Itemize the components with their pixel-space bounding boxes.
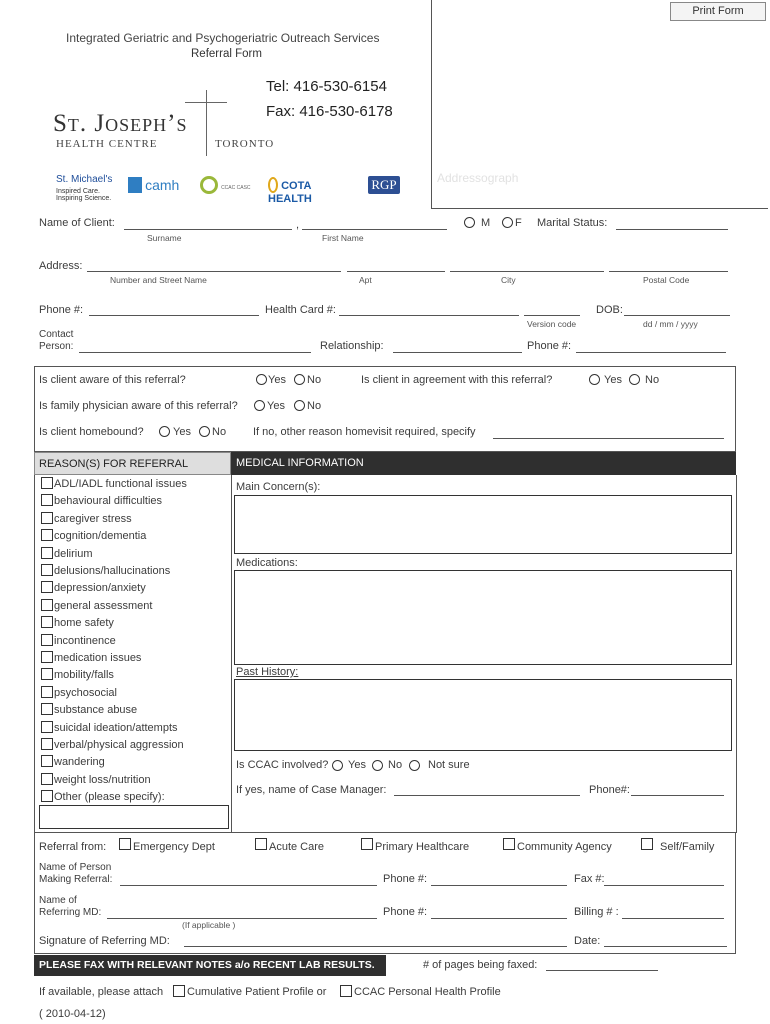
medical-header xyxy=(231,452,736,475)
md-label-1: Name of xyxy=(39,895,77,906)
medications-field[interactable] xyxy=(234,570,732,665)
reason-label: delirium xyxy=(54,547,93,560)
reason-item[interactable] xyxy=(41,564,170,581)
q-physician-yes-label: Yes xyxy=(267,400,285,412)
tel-number: Tel: 416-530-6154 xyxy=(266,78,387,95)
pages-faxed-field[interactable] xyxy=(546,970,658,971)
reason-checkbox[interactable] xyxy=(41,494,53,506)
rgp-logo xyxy=(368,176,400,194)
md-phone-label: Phone #: xyxy=(383,906,428,918)
camh-logo xyxy=(128,177,188,197)
right-border xyxy=(736,475,737,833)
ccac-text: CCAC CASC xyxy=(221,185,251,191)
reason-checkbox[interactable] xyxy=(41,738,53,750)
referring-md-field[interactable] xyxy=(107,918,377,919)
logo-cross-horizontal xyxy=(185,102,227,103)
reason-label: ADL/IADL functional issues xyxy=(54,478,187,490)
reason-checkbox[interactable] xyxy=(41,547,53,559)
reason-item[interactable] xyxy=(41,651,141,668)
past-history-field[interactable] xyxy=(234,679,732,751)
reason-checkbox[interactable] xyxy=(41,686,53,698)
city-caption: City xyxy=(501,275,516,285)
reason-label: psychosocial xyxy=(54,686,117,699)
reason-label: mobility/falls xyxy=(54,669,114,682)
case-manager-phone-label: Phone#: xyxy=(589,784,630,796)
addressograph-label: Addressograph xyxy=(437,171,519,185)
ccac-yes-label: Yes xyxy=(348,759,366,771)
st-michaels-tagline-2: Inspiring Science. xyxy=(56,195,112,202)
reason-label: substance abuse xyxy=(54,704,138,717)
street-field[interactable] xyxy=(87,271,341,272)
referral-option-label: Community Agency xyxy=(517,841,612,853)
surname-caption: Surname xyxy=(147,233,182,243)
city-field[interactable] xyxy=(450,271,604,272)
other-reason-field[interactable] xyxy=(493,438,724,439)
addressograph-border-bottom xyxy=(431,208,768,209)
reason-label: incontinence xyxy=(54,634,116,647)
reason-checkbox[interactable] xyxy=(41,512,53,524)
attach-label: If available, please attach xyxy=(39,986,164,998)
postal-caption: Postal Code xyxy=(643,275,690,285)
fax-field[interactable] xyxy=(604,885,724,886)
street-caption: Number and Street Name xyxy=(110,275,207,285)
case-manager-field[interactable] xyxy=(394,795,580,796)
reason-checkbox[interactable] xyxy=(41,634,53,646)
st-michaels-name: St. Michael's xyxy=(56,174,113,185)
referral-option-checkbox[interactable] xyxy=(641,838,653,850)
cota-icon xyxy=(268,177,278,193)
cota-logo xyxy=(268,177,356,205)
contact-phone-label: Phone #: xyxy=(527,340,572,352)
reason-item[interactable] xyxy=(41,581,146,598)
q-aware-label: Is client aware of this referral? xyxy=(39,374,186,386)
reason-label: verbal/physical aggression xyxy=(54,739,184,751)
ccac-profile-label: CCAC Personal Health Profile xyxy=(354,986,501,998)
reason-label: depression/anxiety xyxy=(54,582,146,595)
reason-item[interactable] xyxy=(41,599,152,616)
ccac-not-sure-radio[interactable] xyxy=(409,760,420,771)
contact-label-1: Contact xyxy=(39,329,74,340)
reason-label: Other (please specify): xyxy=(54,791,165,804)
version-code-caption: Version code xyxy=(527,319,577,329)
reason-checkbox[interactable] xyxy=(41,651,53,663)
case-manager-label: If yes, name of Case Manager: xyxy=(236,784,387,796)
q-agreement-yes-label: Yes xyxy=(604,374,622,386)
q-physician-yes-radio[interactable] xyxy=(254,400,265,411)
date-field[interactable] xyxy=(604,946,727,947)
reason-item[interactable] xyxy=(41,477,187,494)
ccac-profile-checkbox[interactable] xyxy=(340,985,352,997)
reason-checkbox[interactable] xyxy=(41,755,53,767)
medications-label: Medications: xyxy=(236,557,298,569)
q-homebound-no-label: No xyxy=(212,426,227,438)
referral-option-label: Primary Healthcare xyxy=(375,841,470,853)
case-manager-phone-field[interactable] xyxy=(631,795,724,796)
reason-checkbox[interactable] xyxy=(41,721,53,733)
health-card-field[interactable] xyxy=(339,315,519,316)
version-code-field[interactable] xyxy=(524,315,580,316)
reason-item[interactable] xyxy=(41,512,132,529)
reason-item[interactable] xyxy=(41,773,151,790)
reason-label: medication issues xyxy=(54,652,142,664)
apt-caption: Apt xyxy=(359,275,372,285)
reason-item[interactable] xyxy=(41,721,178,738)
first-name-field[interactable] xyxy=(302,229,447,230)
reason-checkbox[interactable] xyxy=(41,564,53,576)
referral-option-checkbox[interactable] xyxy=(119,838,131,850)
camh-icon xyxy=(128,177,142,193)
fax-notice-text: PLEASE FAX WITH RELEVANT NOTES a/o RECENT LAB RESULTS. xyxy=(39,959,375,971)
person-label-2: Making Referral: xyxy=(39,874,113,885)
st-michaels-logo xyxy=(56,174,126,202)
ccac-logo xyxy=(200,176,260,196)
q-homebound-no-radio[interactable] xyxy=(199,426,210,437)
client-name-label: Name of Client: xyxy=(39,217,115,229)
medical-header-text: MEDICAL INFORMATION xyxy=(236,457,364,469)
signature-label: Signature of Referring MD: xyxy=(39,935,170,947)
print-form-button[interactable]: Print Form xyxy=(670,2,766,21)
reason-checkbox[interactable] xyxy=(41,477,53,489)
pages-faxed-label: # of pages being faxed: xyxy=(423,959,538,971)
addressograph-border-left xyxy=(431,0,432,208)
gender-m-label: M xyxy=(481,217,491,229)
reason-checkbox[interactable] xyxy=(41,599,53,611)
reason-item[interactable] xyxy=(41,529,146,546)
logo-cross-vertical xyxy=(206,90,207,156)
ccac-not-sure-label: Not sure xyxy=(428,759,470,771)
logo-main-text: St. Joseph’s xyxy=(53,110,188,137)
reason-item[interactable] xyxy=(41,494,162,511)
reason-checkbox[interactable] xyxy=(41,581,53,593)
reason-checkbox[interactable] xyxy=(41,616,53,628)
gender-m-radio[interactable] xyxy=(464,217,475,228)
camh-text: camh xyxy=(145,177,180,193)
reason-label: delusions/hallucinations xyxy=(54,565,171,577)
ccac-no-label: No xyxy=(388,759,403,771)
reason-item[interactable] xyxy=(41,755,105,772)
q-aware-no-label: No xyxy=(307,374,322,386)
gender-f-radio[interactable] xyxy=(502,217,513,228)
reason-item[interactable] xyxy=(41,616,114,633)
q-physician-no-label: No xyxy=(307,400,322,412)
phone-field[interactable] xyxy=(89,315,259,316)
person-phone-label: Phone #: xyxy=(383,873,428,885)
reason-label: weight loss/nutrition xyxy=(54,773,151,786)
referral-option-checkbox[interactable] xyxy=(503,838,515,850)
reasons-header xyxy=(34,452,231,475)
marital-status-field[interactable] xyxy=(616,229,728,230)
contact-person-field[interactable] xyxy=(79,352,311,353)
signature-field[interactable] xyxy=(184,946,567,947)
marital-status-label: Marital Status: xyxy=(537,217,608,229)
referral-option-label: Acute Care xyxy=(269,841,325,853)
reason-label: suicidal ideation/attempts xyxy=(54,721,178,734)
person-label-1: Name of Person xyxy=(39,862,112,873)
person-phone-field[interactable] xyxy=(431,885,567,886)
q-aware-yes-radio[interactable] xyxy=(256,374,267,385)
reason-label: wandering xyxy=(54,756,105,769)
left-border xyxy=(34,475,35,833)
cota-text: COTA HEALTH xyxy=(268,180,312,205)
past-history-label: Past History: xyxy=(236,666,299,678)
md-phone-field[interactable] xyxy=(431,918,567,919)
main-concern-field[interactable] xyxy=(234,495,732,554)
relationship-field[interactable] xyxy=(393,352,522,353)
reason-label: behavioural difficulties xyxy=(54,495,163,508)
st-josephs-logo xyxy=(53,90,283,156)
referral-from-label: Referral from: xyxy=(39,841,107,853)
reasons-header-text: REASON(S) FOR REFERRAL xyxy=(39,458,189,470)
reason-item[interactable] xyxy=(41,686,117,703)
rgp-text: RGP xyxy=(371,177,397,192)
ccac-yes-radio[interactable] xyxy=(332,760,343,771)
referral-option-checkbox[interactable] xyxy=(255,838,267,850)
first-name-caption: First Name xyxy=(322,233,364,243)
billing-label: Billing # : xyxy=(574,906,619,918)
q-physician-no-radio[interactable] xyxy=(294,400,305,411)
q-agreement-label: Is client in agreement with this referral? xyxy=(361,374,553,386)
reason-label: caregiver stress xyxy=(54,512,132,525)
referral-option-label: Self/Family xyxy=(660,841,715,853)
reason-item[interactable] xyxy=(41,634,116,651)
logo-toronto: TORONTO xyxy=(215,138,275,150)
person-making-referral-field[interactable] xyxy=(120,885,377,886)
reason-checkbox[interactable] xyxy=(41,773,53,785)
q-aware-no-radio[interactable] xyxy=(294,374,305,385)
reason-label: general assessment xyxy=(54,599,153,612)
apt-field[interactable] xyxy=(347,271,445,272)
q-physician-label: Is family physician aware of this referral? xyxy=(39,400,238,412)
ccac-icon xyxy=(200,176,218,194)
reason-item[interactable] xyxy=(41,547,93,564)
phone-label: Phone #: xyxy=(39,304,84,316)
reason-checkbox[interactable] xyxy=(41,790,53,802)
other-specify-box[interactable] xyxy=(39,805,229,829)
q-homebound-yes-radio[interactable] xyxy=(159,426,170,437)
gender-f-label: F xyxy=(515,217,522,229)
fax-number: Fax: 416-530-6178 xyxy=(266,103,393,120)
if-applicable-caption: (If applicable ) xyxy=(182,920,236,930)
q-other-reason-label: If no, other reason homevisit required, specify xyxy=(253,426,476,438)
fax-label: Fax #: xyxy=(574,873,605,885)
date-label: Date: xyxy=(574,935,601,947)
main-concern-label: Main Concern(s): xyxy=(236,481,321,493)
cumulative-profile-checkbox[interactable] xyxy=(173,985,185,997)
surname-field[interactable] xyxy=(124,229,292,230)
cumulative-profile-label: Cumulative Patient Profile or xyxy=(187,986,327,998)
dob-caption: dd / mm / yyyy xyxy=(643,319,698,329)
referral-option-label: Emergency Dept xyxy=(133,841,215,853)
billing-field[interactable] xyxy=(622,918,724,919)
address-label: Address: xyxy=(39,260,83,272)
contact-label-2: Person: xyxy=(39,341,74,352)
relationship-label: Relationship: xyxy=(320,340,384,352)
reason-checkbox[interactable] xyxy=(41,703,53,715)
referral-option-checkbox[interactable] xyxy=(361,838,373,850)
reason-label: home safety xyxy=(54,617,114,630)
dob-label: DOB: xyxy=(596,304,623,316)
reason-item[interactable] xyxy=(41,703,137,720)
reason-item[interactable] xyxy=(41,738,184,755)
section-divider xyxy=(231,475,232,833)
ccac-no-radio[interactable] xyxy=(372,760,383,771)
q-agreement-no-label: No xyxy=(645,374,660,386)
form-version: ( 2010-04-12) xyxy=(39,1008,106,1020)
health-card-label: Health Card #: xyxy=(265,304,336,316)
fax-notice-bar xyxy=(34,955,386,976)
q-agreement-no-radio[interactable] xyxy=(629,374,640,385)
q-agreement-yes-radio[interactable] xyxy=(589,374,600,385)
reason-label: cognition/dementia xyxy=(54,530,147,543)
dob-field[interactable] xyxy=(624,315,730,316)
org-title: Integrated Geriatric and Psychogeriatric Outreach Services xyxy=(66,31,380,45)
md-label-2: Referring MD: xyxy=(39,907,102,918)
q-homebound-yes-label: Yes xyxy=(173,426,191,438)
logo-health-centre: HEALTH CENTRE xyxy=(56,138,158,150)
name-comma: , xyxy=(296,219,300,231)
q-homebound-label: Is client homebound? xyxy=(39,426,144,438)
reason-item[interactable] xyxy=(41,668,114,685)
st-michaels-tagline-1: Inspired Care. xyxy=(56,188,100,195)
reason-checkbox[interactable] xyxy=(41,668,53,680)
reason-checkbox[interactable] xyxy=(41,529,53,541)
ccac-question-label: Is CCAC involved? xyxy=(236,759,329,771)
postal-field[interactable] xyxy=(609,271,728,272)
q-aware-yes-label: Yes xyxy=(268,374,286,386)
contact-phone-field[interactable] xyxy=(576,352,726,353)
form-title: Referral Form xyxy=(191,48,262,60)
